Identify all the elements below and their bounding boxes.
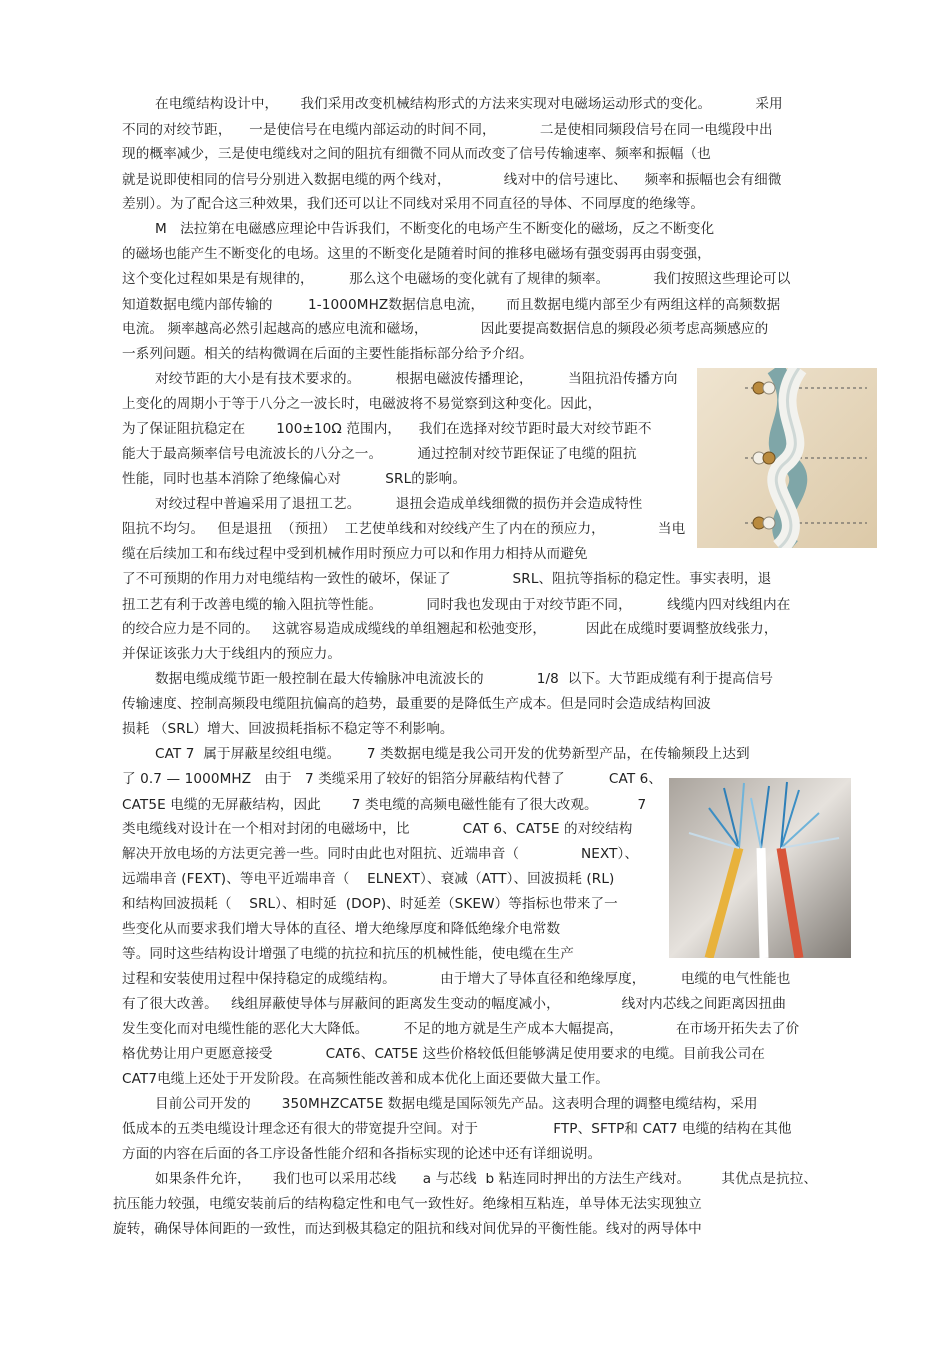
text-line: 如果条件允许， 我们也可以采用芯线 a 与芯线 b 粘连同时押出的方法生产线对。 其优点是抗拉、: [155, 1171, 818, 1187]
text-line: 了不可预期的作用力对电缆结构一致性的破坏，保证了 SRL、阻抗等指标的稳定性。事实表明，退: [122, 571, 772, 587]
text-line: 知道数据电缆内部传输的 1-1000MHZ数据信息电流， 而且数据电缆内部至少有两组这样的高频数据: [122, 297, 781, 313]
text-line: 目前公司开发的 350MHZCAT5E 数据电缆是国际领先产品。这表明合理的调整电缆结构，采用: [155, 1096, 758, 1112]
text-line: 解决开放电场的方法更完善一些。同时由此也对阻抗、近端串音（ NEXT）、: [122, 846, 639, 862]
text-line: 抗压能力较强，电缆安装前后的结构稳定性和电气一致性好。绝缘相互粘连，单导体无法实现独立: [113, 1196, 702, 1212]
text-line: CAT7电缆上还处于开发阶段。在高频性能改善和成本优化上面还要做大量工作。: [122, 1071, 609, 1087]
text-line: 低成本的五类电缆设计理念还有很大的带宽提升空间。对于 FTP、SFTP和 CAT7 电缆的结构在其他: [122, 1121, 792, 1137]
text-line: 格优势让用户更愿意接受 CAT6、CAT5E 这些价格较低但能够满足使用要求的电缆。目前我公司在: [122, 1046, 766, 1062]
text-line: 数据电缆成缆节距一般控制在最大传输脉冲电流波长的 1/8 以下。大节距成缆有利于提高信号: [155, 671, 774, 687]
text-line: 为了保证阻抗稳定在 100±10Ω 范围内， 我们在选择对绞节距时最大对绞节距不: [122, 421, 652, 437]
text-line: 些变化从而要求我们增大导体的直径、增大绝缘厚度和降低绝缘介电常数: [122, 921, 561, 937]
text-line: 差别）。为了配合这三种效果，我们还可以让不同线对采用不同直径的导体、不同厚度的绝缘等。: [122, 196, 705, 212]
text-line: 旋转，确保导体间距的一致性，而达到极其稳定的阻抗和线对间优异的平衡性能。线对的两导体中: [113, 1221, 702, 1237]
text-line: 扭工艺有利于改善电缆的输入阻抗等性能。 同时我也发现由于对绞节距不同， 线缆内四对线组内在: [122, 597, 791, 613]
text-line: 上变化的周期小于等于八分之一波长时，电磁波将不易觉察到这种变化。因此，: [122, 396, 602, 412]
text-line: 缆在后续加工和布线过程中受到机械作用时预应力可以和作用力相持从而避免: [122, 546, 588, 562]
text-line: 远端串音 (FEXT)、等电平近端串音（ ELNEXT）、衰减（ATT）、回波损耗 (RL): [122, 871, 615, 887]
cables-photo-figure: [669, 778, 851, 958]
text-line: 性能，同时也基本消除了绝缘偏心对 SRL的影响。: [122, 471, 467, 487]
text-line: 不同的对绞节距， 一是使信号在电缆内部运动的时间不同， 二是使相同频段信号在同一电缆段中出: [122, 122, 773, 138]
twisted-pair-figure: [697, 368, 877, 548]
text-line: 的磁场也能产生不断变化的电场。这里的不断变化是随着时间的推移电磁场有强变弱再由弱变强，: [122, 246, 711, 262]
text-line: 电流。 频率越高必然引起越高的感应电流和磁场， 因此要提高数据信息的频段必须考虑高频感应的: [122, 321, 769, 337]
text-line: CAT 7 属于屏蔽星绞组电缆。 7 类数据电缆是我公司开发的优势新型产品，在传输频段上达到: [155, 746, 750, 762]
text-line: 的绞合应力是不同的。 这就容易造成成缆线的单组翘起和松弛变形， 因此在成缆时要调整放线张力，: [122, 621, 778, 637]
text-line: 对绞节距的大小是有技术要求的。 根据电磁波传播理论， 当阻抗沿传播方向: [155, 371, 678, 387]
text-line: 和结构回波损耗（ SRL）、相时延 (DOP)、时延差（SKEW）等指标也带来了一: [122, 896, 618, 912]
text-line: 阻抗不均匀。 但是退扭 （预扭） 工艺使单线和对绞线产生了内在的预应力， 当电: [122, 521, 686, 537]
text-line: 现的概率减少，三是使电缆线对之间的阻抗有细微不同从而改变了信号传输速率、频率和振幅（也: [122, 146, 711, 162]
text-line: 这个变化过程如果是有规律的， 那么这个电磁场的变化就有了规律的频率。 我们按照这些理论可以: [122, 271, 791, 287]
text-line: 就是说即使相同的信号分别进入数据电缆的两个线对， 线对中的信号速比、 频率和振幅也会有细微: [122, 172, 782, 188]
text-line: 过程和安装使用过程中保持稳定的成缆结构。 由于增大了导体直径和绝缘厚度， 电缆的电气性能也: [122, 971, 791, 987]
text-line: 等。同时这些结构设计增强了电缆的抗拉和抗压的机械性能，使电缆在生产: [122, 946, 574, 962]
text-line: CAT5E 电缆的无屏蔽结构，因此 7 类电缆的高频电磁性能有了很大改观。 7: [122, 797, 647, 813]
text-line: 发生变化而对电缆性能的恶化大大降低。 不足的地方就是生产成本大幅提高， 在市场开拓失去了价: [122, 1021, 800, 1037]
text-line: 方面的内容在后面的各工序设备性能介绍和各指标实现的论述中还有详细说明。: [122, 1146, 602, 1162]
text-line: M 法拉第在电磁感应理论中告诉我们，不断变化的电场产生不断变化的磁场，反之不断变化: [155, 221, 715, 237]
text-line: 类电缆线对设计在一个相对封闭的电磁场中，比 CAT 6、CAT5E 的对绞结构: [122, 821, 633, 837]
text-line: 损耗 （SRL）增大、回波损耗指标不稳定等不利影响。: [122, 721, 454, 737]
text-line: 有了很大改善。 线组屏蔽使导体与屏蔽间的距离发生变动的幅度减小， 线对内芯线之间距离因扭曲: [122, 996, 786, 1012]
text-line: 在电缆结构设计中， 我们采用改变机械结构形式的方法来实现对电磁场运动形式的变化。 采用: [155, 96, 783, 112]
text-line: 能大于最高频率信号电流波长的八分之一。 通过控制对绞节距保证了电缆的阻抗: [122, 446, 637, 462]
text-line: 了 0.7 — 1000MHZ 由于 7 类缆采用了较好的铝箔分屏蔽结构代替了 CAT 6、: [122, 771, 663, 787]
text-line: 对绞过程中普遍采用了退扭工艺。 退扭会造成单线细微的损伤并会造成特性: [155, 496, 643, 512]
text-line: 并保证该张力大于线组内的预应力。: [122, 646, 342, 662]
text-line: 一系列问题。相关的结构微调在后面的主要性能指标部分给予介绍。: [122, 346, 533, 362]
text-line: 传输速度、控制高频段电缆阻抗偏高的趋势，最重要的是降低生产成本。但是同时会造成结构回波: [122, 696, 711, 712]
